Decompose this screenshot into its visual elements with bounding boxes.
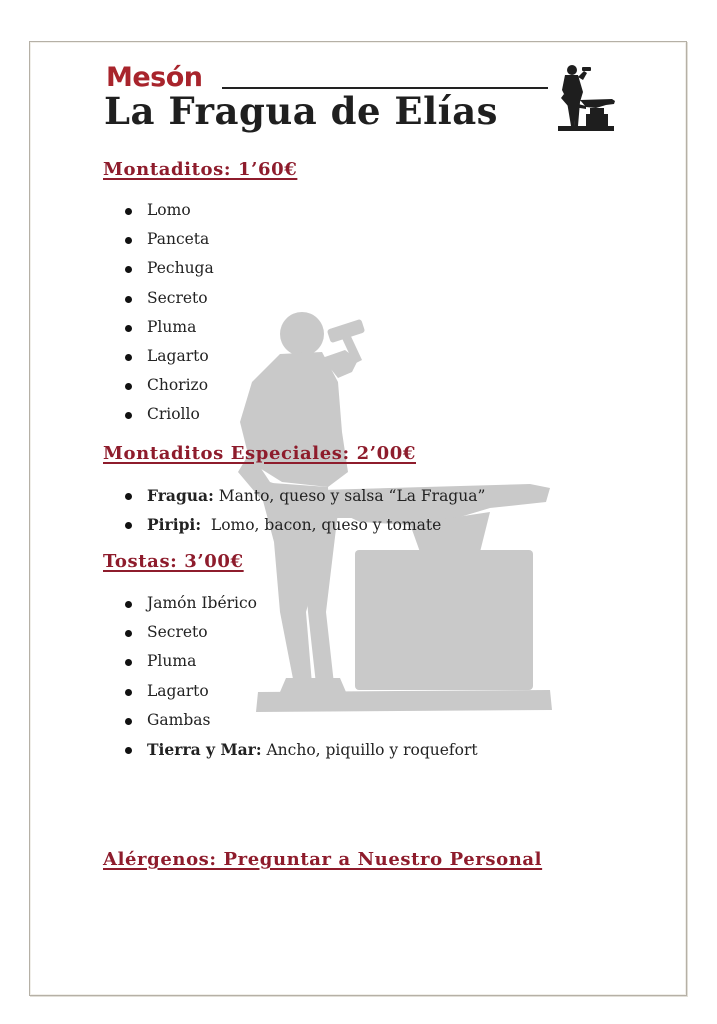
section-title-tostas: Tostas: 3’00€ bbox=[103, 551, 244, 572]
list-item: Chorizo bbox=[122, 371, 214, 400]
list-item: Lagarto bbox=[122, 677, 478, 706]
list-item: Pluma bbox=[122, 647, 478, 676]
section-title-montaditos: Montaditos: 1’60€ bbox=[103, 159, 298, 180]
montaditos-list bbox=[122, 196, 214, 430]
especiales-list bbox=[122, 481, 485, 539]
list-item: Pechuga bbox=[122, 254, 214, 283]
section-title-especiales: Montaditos Especiales: 2’00€ bbox=[103, 443, 416, 464]
list-item bbox=[122, 481, 485, 510]
restaurant-logo bbox=[104, 60, 616, 135]
item-name: Tierra y Mar: bbox=[147, 739, 262, 759]
item-name: Fragua: bbox=[147, 486, 214, 505]
item-description: Ancho, piquillo y roquefort bbox=[261, 740, 478, 759]
list-item: Panceta bbox=[122, 225, 214, 254]
list-item: Lagarto bbox=[122, 342, 214, 371]
list-item bbox=[122, 735, 478, 764]
blacksmith-anvil-icon bbox=[556, 64, 616, 132]
list-item: Jamón Ibérico bbox=[122, 589, 478, 618]
list-item bbox=[122, 510, 485, 539]
allergens-notice: Alérgenos: Preguntar a Nuestro Personal bbox=[103, 849, 543, 870]
list-item: Secreto bbox=[122, 618, 478, 647]
list-item: Gambas bbox=[122, 706, 478, 735]
item-name: Piripi: bbox=[147, 515, 202, 535]
list-item: Pluma bbox=[122, 313, 214, 342]
logo-top-text: Mesón bbox=[106, 62, 203, 93]
item-description: Manto, queso y salsa “La Fragua” bbox=[213, 487, 486, 505]
item-description: Lomo, bacon, queso y tomate bbox=[201, 516, 442, 535]
list-item: Criollo bbox=[122, 400, 214, 429]
tostas-list bbox=[122, 589, 478, 764]
logo-name: La Fragua de Elías bbox=[104, 89, 498, 133]
list-item: Lomo bbox=[122, 196, 214, 225]
list-item: Secreto bbox=[122, 284, 214, 313]
